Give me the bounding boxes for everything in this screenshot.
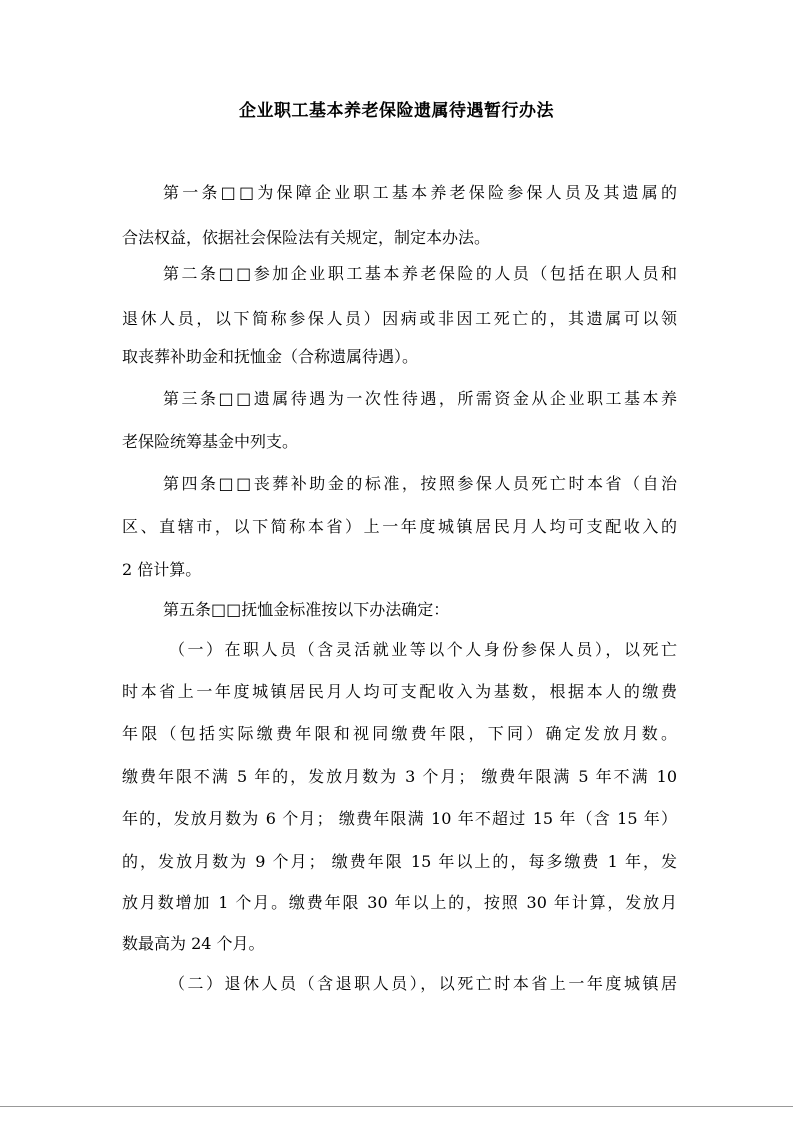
document-title: 企业职工基本养老保险遗属待遇暂行办法	[239, 101, 554, 121]
article-4-line-3: 2 倍计算。	[122, 560, 202, 579]
article-2-line-1: 第二条□□参加企业职工基本养老保险的人员（包括在职人员和	[163, 264, 677, 283]
item-1-line-2: 时本省上一年度城镇居民月人均可支配收入为基数，根据本人的缴费	[122, 682, 677, 701]
article-5-line-1: 第五条□□抚恤金标准按以下办法确定：	[163, 600, 450, 619]
item-1-line-4: 缴费年限不满 5 年的，发放月数为 3 个月； 缴费年限满 5 年不满 10	[122, 767, 677, 786]
article-1-line-2: 合法权益，依据社会保险法有关规定，制定本办法。	[122, 228, 491, 247]
article-1-line-1: 第一条□□为保障企业职工基本养老保险参保人员及其遗属的	[163, 183, 677, 202]
item-1-line-5: 年的，发放月数为 6 个月； 缴费年限满 10 年不超过 15 年（含 15 年）	[122, 809, 677, 828]
item-1-line-3: 年限（包括实际缴费年限和视同缴费年限，下同）确定发放月数。	[122, 724, 677, 743]
article-2-line-2: 退休人员，以下简称参保人员）因病或非因工死亡的，其遗属可以领	[122, 309, 677, 328]
article-4-line-2: 区、直辖市，以下简称本省）上一年度城镇居民月人均可支配收入的	[122, 517, 677, 536]
article-4-line-1: 第四条□□丧葬补助金的标准，按照参保人员死亡时本省（自治	[163, 474, 677, 493]
item-1-line-8: 数最高为 24 个月。	[122, 934, 265, 953]
item-1-line-1: （一）在职人员（含灵活就业等以个人身份参保人员），以死亡	[169, 640, 677, 659]
item-2-line-1: （二）退休人员（含退职人员），以死亡时本省上一年度城镇居	[169, 974, 677, 993]
page-bottom-rule	[0, 1106, 793, 1107]
article-3-line-1: 第三条□□遗属待遇为一次性待遇，所需资金从企业职工基本养	[163, 389, 677, 408]
article-3-line-2: 老保险统筹基金中列支。	[122, 432, 299, 451]
article-2-line-3: 取丧葬补助金和抚恤金（合称遗属待遇）。	[122, 347, 419, 366]
item-1-line-7: 放月数增加 1 个月。缴费年限 30 年以上的，按照 30 年计算，发放月	[122, 893, 677, 912]
item-1-line-6: 的，发放月数为 9 个月； 缴费年限 15 年以上的，每多缴费 1 年，发	[122, 852, 677, 871]
